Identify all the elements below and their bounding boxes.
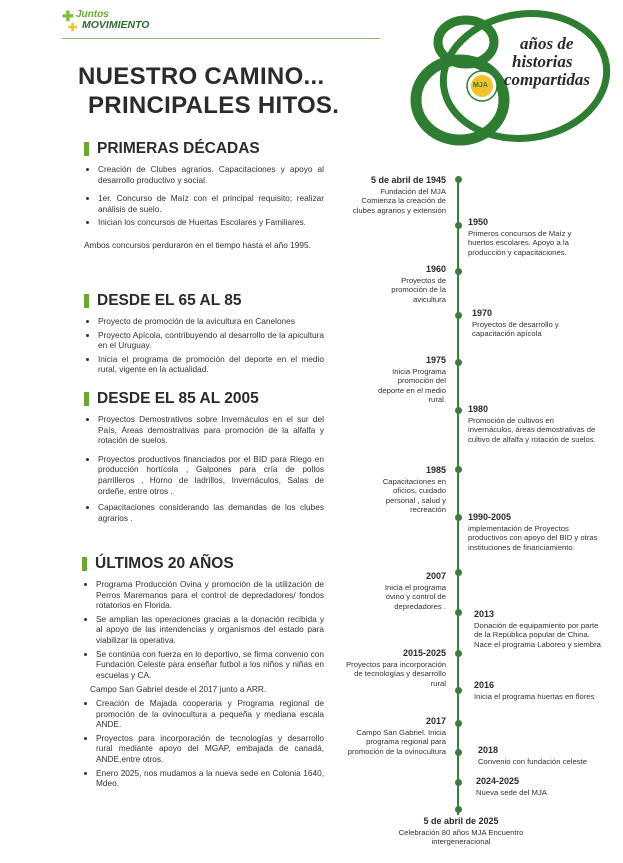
timeline-event bbox=[368, 265, 446, 304]
list-item: • Inicia el programa de promoción del deporte en el medio rural, vigente en la actualidad. bbox=[98, 354, 324, 375]
event-text: implementación de Proyectos productivos con apoyo del BID y otras instituciones de financiamiento. bbox=[468, 523, 598, 552]
event-text: Convenio con fundación celeste bbox=[478, 756, 587, 766]
section-heading bbox=[84, 390, 324, 408]
plus-icon: ✚ bbox=[68, 22, 78, 34]
event-year: 2018 bbox=[478, 745, 499, 755]
anniversary-logo bbox=[400, 8, 620, 148]
section-list bbox=[84, 164, 324, 228]
event-year: 2017 bbox=[425, 716, 446, 726]
list-item: • Capacitaciones considerando las demandas de los clubes agrarios . bbox=[98, 502, 324, 523]
event-text: Promoción de cultivos en invernáculos, áreas demostrativas de cultivo de alfalfa y rotación de suelos. bbox=[468, 415, 596, 444]
list-item: • Programa Producción Ovina y promoción de la utilización de Perros Maremanos para el control de depredadores/ fondos rotatorios en Florida. bbox=[96, 579, 324, 611]
timeline-event bbox=[468, 218, 594, 257]
timeline-event bbox=[474, 610, 604, 649]
timeline-dot bbox=[455, 609, 462, 616]
timeline-dot bbox=[455, 359, 462, 366]
timeline-dot bbox=[455, 514, 462, 521]
event-text: Celebración 80 años MJA Encuentro intergeneracional bbox=[398, 827, 524, 847]
event-year: 1975 bbox=[425, 355, 446, 365]
timeline-event bbox=[370, 356, 446, 405]
timeline-dot bbox=[455, 806, 462, 813]
section-ultimos-20 bbox=[82, 555, 324, 792]
list-item: • Proyecto de promoción de la avicultura en Canelones bbox=[98, 316, 324, 327]
timeline-dot bbox=[455, 779, 462, 786]
timeline-event bbox=[468, 513, 600, 552]
event-text: Inicia Programa promoción del deporte en el medio rural. bbox=[378, 366, 446, 405]
list-item: • Se amplian las operaciones gracias a la donación recibida y al apoyo de las intendencias y organismos del estado para viabilizar la operativa. bbox=[96, 614, 324, 646]
section-heading bbox=[82, 555, 324, 573]
timeline-dot bbox=[455, 650, 462, 657]
timeline-dot bbox=[455, 720, 462, 727]
timeline-event bbox=[386, 817, 536, 847]
plus-icon: ✚ bbox=[62, 8, 74, 24]
timeline-dot bbox=[455, 222, 462, 229]
heading-bar bbox=[84, 294, 89, 308]
event-year: 2024-2025 bbox=[476, 776, 520, 786]
event-text: Inicia el programa huertas en flores bbox=[474, 691, 595, 701]
section-title: DESDE EL 85 AL 2005 bbox=[97, 390, 259, 407]
event-year: 5 de abril de 1945 bbox=[370, 175, 446, 185]
timeline-dot bbox=[455, 749, 462, 756]
timeline-dot bbox=[455, 312, 462, 319]
section-note: Campo San Gabriel desde el 2017 junto a ARR. bbox=[90, 684, 267, 695]
brand-header bbox=[62, 8, 382, 42]
timeline-event bbox=[346, 649, 446, 688]
event-year: 2016 bbox=[474, 680, 495, 690]
timeline-dot bbox=[455, 687, 462, 694]
timeline-event bbox=[366, 572, 446, 611]
list-item: • Creación de Majada cooperaria y Programa regional de promoción de la ovinocultura a pequeña y mediana escala ANDE. bbox=[96, 698, 324, 730]
section-title: DESDE EL 65 AL 85 bbox=[97, 292, 242, 309]
event-text: Proyectos para incorporación de tecnologías y desarrollo rural bbox=[346, 659, 446, 688]
timeline-event bbox=[478, 746, 618, 766]
section-list-2 bbox=[82, 698, 324, 789]
event-year: 1950 bbox=[468, 217, 489, 227]
section-list bbox=[82, 579, 324, 680]
list-item: • Se continúa con fuerza en lo deportivo, se firma convenio con Fundación Celeste para enseñar futbol a los niños y niñas en escuelas y CA. bbox=[96, 649, 324, 681]
brand-line1: Juntos bbox=[76, 9, 109, 20]
list-item: • Inician los concursos de Huertas Escolares y Familiares. bbox=[98, 217, 324, 228]
timeline-dot bbox=[455, 268, 462, 275]
timeline-event bbox=[348, 176, 446, 215]
list-item: • Enero 2025, nos mudamos a la nueva sede en Colonia 1640, Mdeo. bbox=[96, 768, 324, 789]
event-year: 1985 bbox=[425, 465, 446, 475]
section-primeras-decadas bbox=[84, 140, 324, 251]
list-item: • Proyectos Demostrativos sobre Invernáculos en el sur del País, Áreas demostrativas para promoción de la alfalfa y rotación de suelos. bbox=[98, 414, 324, 446]
event-text: Campo San Gabriel. Inicia programa regional para promoción de la ovinocultura bbox=[347, 727, 446, 756]
title-line2: PRINCIPALES HITOS. bbox=[88, 92, 340, 119]
title-line1: NUESTRO CAMINO... bbox=[78, 63, 325, 90]
event-year: 2007 bbox=[425, 571, 446, 581]
section-65-85 bbox=[84, 292, 324, 378]
timeline-dot bbox=[455, 466, 462, 473]
heading-bar bbox=[84, 392, 89, 406]
timeline-event bbox=[468, 405, 600, 444]
timeline-event bbox=[344, 717, 446, 756]
timeline-event bbox=[474, 681, 600, 701]
list-item: • Proyectos para incorporación de tecnologías y desarrollo rural mediante apoyo del MGAP, embajada de canadá, ANDE,entre otros. bbox=[96, 733, 324, 765]
heading-bar bbox=[84, 142, 89, 156]
event-year: 1970 bbox=[472, 308, 493, 318]
event-year: 2013 bbox=[474, 609, 495, 619]
event-text: Donación de equipamiento por parte de la República popular de China. Nace el programa Laboreo y siembra bbox=[474, 620, 601, 649]
logo-text1: años de bbox=[520, 34, 574, 53]
event-text: Proyectos de desarrollo y capacitación apícola bbox=[472, 319, 559, 339]
timeline-event bbox=[362, 466, 446, 515]
logo-text3: compartidas bbox=[504, 70, 590, 89]
section-85-2005 bbox=[84, 390, 324, 526]
event-text: Capacitaciones en oficios, cuidado personal , salud y recreación bbox=[382, 476, 446, 515]
list-item: • Creación de Clubes agrarios. Capacitaciones y apoyo al desarrollo productivo y social. bbox=[98, 164, 324, 185]
brand-line2: MOVIMIENTO bbox=[82, 19, 150, 31]
section-list bbox=[84, 316, 324, 375]
section-note: Ambos concursos perduraron en el tiempo hasta el año 1995. bbox=[84, 239, 311, 250]
page-title bbox=[78, 62, 398, 120]
section-title: PRIMERAS DÉCADAS bbox=[97, 140, 260, 157]
timeline-event bbox=[476, 777, 596, 797]
timeline-event bbox=[472, 309, 584, 339]
event-text: Fundación del MJA Comienza la creación de clubes agrarios y extensión bbox=[352, 186, 446, 215]
event-year: 5 de abril de 2025 bbox=[423, 816, 499, 826]
event-year: 1960 bbox=[425, 264, 446, 274]
event-text: Proyectos de promoción de la avicultura bbox=[391, 275, 446, 304]
timeline-dot bbox=[455, 569, 462, 576]
section-title: ÚLTIMOS 20 AÑOS bbox=[95, 555, 234, 572]
header-divider bbox=[62, 38, 380, 39]
section-heading bbox=[84, 292, 324, 310]
event-year: 1980 bbox=[468, 404, 489, 414]
event-text: Inicia el programa ovino y control de depredadores . bbox=[384, 582, 446, 611]
heading-bar bbox=[82, 557, 87, 571]
event-year: 2015-2025 bbox=[402, 648, 446, 658]
list-item: • Proyecto Apícola, contribuyendo al desarrollo de la apicultura en el Uruguay. bbox=[98, 330, 324, 351]
list-item: • 1er. Concurso de Maíz con el principal requisito; realizar análisis de suelo. bbox=[98, 193, 324, 214]
timeline-dot bbox=[455, 176, 462, 183]
event-text: Nueva sede del MJA bbox=[476, 787, 547, 797]
event-year: 1990-2005 bbox=[468, 512, 512, 522]
section-list bbox=[84, 414, 324, 523]
logo-text2: historias bbox=[512, 52, 573, 71]
list-item: • Proyectos productivos financiados por el BID para Riego en producción hortícola , Galpones para cría de pollos parrilleros , Horno de ladrillos, Invernáculos, Salas de ordeñe, entre otros . bbox=[98, 454, 324, 496]
timeline-dot bbox=[455, 407, 462, 414]
event-text: Primeros concursos de Maíz y huertos escolares. Apoyo a la producción y capacitaciones. bbox=[468, 228, 572, 257]
logo-badge: MJA bbox=[473, 82, 488, 89]
section-heading bbox=[84, 140, 324, 158]
